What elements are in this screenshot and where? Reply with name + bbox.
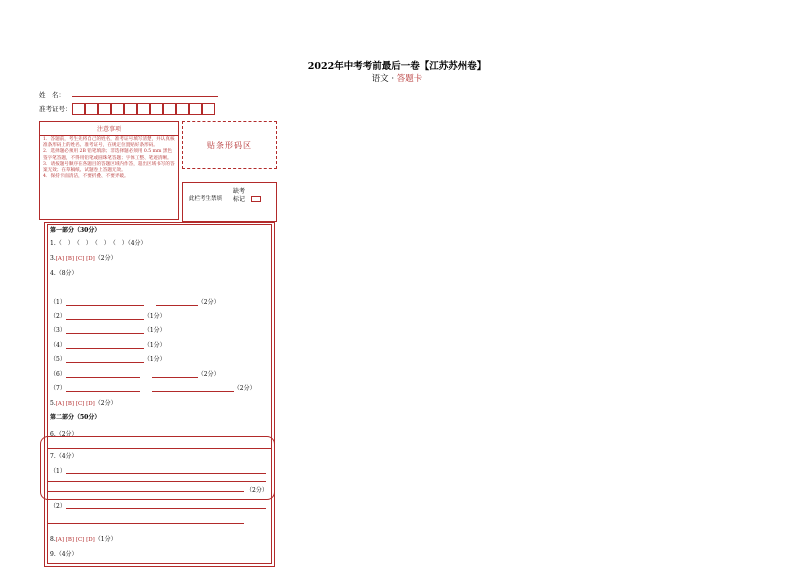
q4-heading: 4.（8分） <box>50 270 78 277</box>
answer-line[interactable] <box>66 342 144 349</box>
answer-frame-inner <box>47 224 272 564</box>
q4-item[interactable] <box>50 311 166 320</box>
q4-item-label: （1） <box>50 299 66 306</box>
q5-options[interactable]: [A] [B] [C] [D] <box>55 401 95 407</box>
q4-item[interactable] <box>50 297 220 306</box>
q7-1-score: （2分） <box>246 487 268 494</box>
q4-item-label: （4） <box>50 342 66 349</box>
answer-line[interactable] <box>66 327 144 334</box>
exam-number-box[interactable] <box>98 103 111 115</box>
exam-number-box[interactable] <box>85 103 98 115</box>
q4-item-score: （1分） <box>143 327 166 334</box>
q4-item[interactable] <box>50 354 166 363</box>
q4-item-label: （7） <box>50 385 66 392</box>
exam-number-box[interactable] <box>137 103 150 115</box>
answer-line[interactable] <box>48 491 244 492</box>
q3-options[interactable]: [A] [B] [C] [D] <box>55 256 95 262</box>
divider-line <box>47 448 272 449</box>
subtitle-separator: · <box>391 74 395 84</box>
q1-row[interactable]: 1.（ ） （ ） （ ） （ ）（4分） <box>50 240 147 247</box>
subject-label: 语文 <box>371 74 389 84</box>
answer-line[interactable] <box>66 356 144 363</box>
answer-line[interactable] <box>66 508 266 509</box>
page-subtitle <box>0 72 794 84</box>
notes-panel <box>39 121 179 220</box>
q4-item-label: （3） <box>50 327 66 334</box>
q7-1-label: （1） <box>50 468 66 475</box>
exam-number-label: 准考证号： <box>39 105 72 113</box>
q8-row[interactable] <box>50 534 117 543</box>
exam-number-box[interactable] <box>202 103 215 115</box>
part2-heading: 第二部分（50分） <box>50 414 101 421</box>
q4-item[interactable] <box>50 369 220 378</box>
absent-label-top: 缺考 <box>233 188 246 195</box>
answer-line[interactable] <box>66 385 140 392</box>
q7-heading: 7.（4分） <box>50 453 78 460</box>
q4-item-label: （5） <box>50 356 66 363</box>
q5-row[interactable] <box>50 398 117 407</box>
notes-item: 3．请按题号顺序在各题目的答题区域内作答，超出区域书写的答案无效；在草稿纸、试题卷上答题无效。 <box>43 161 175 174</box>
absent-instruction: 此栏考生禁填 <box>189 196 223 202</box>
q7-2-label: （2） <box>50 503 66 510</box>
answer-line[interactable] <box>66 299 144 306</box>
notes-item: 4．保持卡面清洁，不要折叠、不要弄破。 <box>43 174 129 180</box>
absent-label-bottom: 标记 <box>233 196 246 203</box>
exam-number-box[interactable] <box>111 103 124 115</box>
q5-score: （2分） <box>94 400 117 407</box>
exam-number-box[interactable] <box>189 103 202 115</box>
absent-checkbox[interactable] <box>251 196 261 202</box>
exam-number-box[interactable] <box>150 103 163 115</box>
answer-line[interactable] <box>66 313 144 320</box>
answer-sheet-label: 答题卡 <box>396 74 423 84</box>
q6-row[interactable]: 6.（2分） <box>50 431 78 438</box>
q4-item[interactable] <box>50 383 256 392</box>
q3-number: 3. <box>50 255 56 262</box>
q4-item-score: （1分） <box>143 356 166 363</box>
exam-number-box[interactable] <box>124 103 137 115</box>
q4-item-label: （2） <box>50 313 66 320</box>
exam-number-box[interactable] <box>72 103 85 115</box>
notes-item: 1．答题前，考生先将自己的姓名，准考证号填写清楚，并认真核准条形码上的姓名、准考证号，在规定位置贴好条形码。 <box>43 137 175 149</box>
q4-item-score: （2分） <box>197 299 220 306</box>
answer-line[interactable] <box>48 481 266 482</box>
answer-line[interactable] <box>152 385 234 392</box>
q4-item[interactable] <box>50 340 166 349</box>
answer-line[interactable] <box>66 473 266 474</box>
q4-item-score: （2分） <box>233 385 256 392</box>
q8-number: 8. <box>50 536 56 543</box>
name-label: 姓 名： <box>39 91 65 99</box>
q4-item[interactable] <box>50 325 166 334</box>
q4-item-score: （2分） <box>197 371 220 378</box>
q4-item-label: （6） <box>50 371 66 378</box>
barcode-area: 贴条形码区 <box>182 121 277 169</box>
page-title: 2022年中考考前最后一卷【江苏苏州卷】 <box>307 61 487 72</box>
notes-item: 2．选择题必须用 2B 铅笔填涂；非选择题必须用 0.5 mm 黑色签字笔答题，不得用铅笔或圆珠笔答题；字体工整、笔迹清晰。 <box>43 149 173 161</box>
q4-item-score: （1分） <box>143 342 166 349</box>
q3-row[interactable] <box>50 253 117 262</box>
q9-heading: 9.（4分） <box>50 551 78 558</box>
exam-number-box[interactable] <box>176 103 189 115</box>
q3-score: （2分） <box>94 255 117 262</box>
answer-line[interactable] <box>66 371 140 378</box>
answer-line[interactable] <box>152 371 198 378</box>
exam-number-box[interactable] <box>163 103 176 115</box>
part1-heading: 第一部分（30分） <box>50 227 101 234</box>
absent-mark-panel <box>182 182 277 222</box>
name-field[interactable] <box>72 96 218 97</box>
q8-score: （1分） <box>94 536 117 543</box>
q8-options[interactable]: [A] [B] [C] [D] <box>55 537 95 543</box>
answer-line[interactable] <box>48 523 244 524</box>
q5-number: 5. <box>50 400 56 407</box>
q4-item-score: （1分） <box>143 313 166 320</box>
notes-heading: 注意事项 <box>40 122 178 136</box>
answer-line[interactable] <box>156 299 198 306</box>
